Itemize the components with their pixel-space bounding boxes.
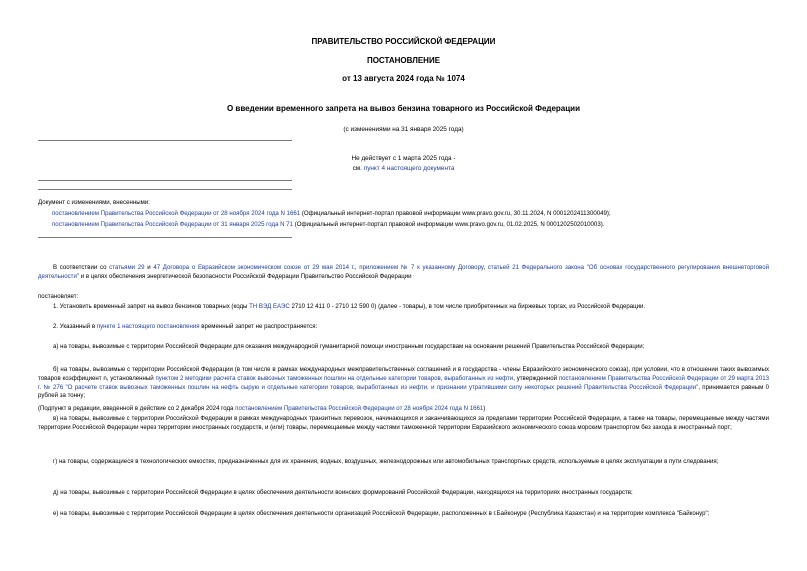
item-1: 1. Установить временный запрет на вывоз бензинов товарных (коды ТН ВЭД ЕАЭС 2710 12 411 0 - 2710 12 590 0) (далее - товары), в том числе приобретенных на биржевых торгах, из Российской Федерации.	[53, 303, 646, 310]
item-b-note: (Подпункт в редакции, введенной в действие со 2 декабря 2024 года постановлением Правительства Российской Федерации от 28 ноября 2024 года N 1661)	[38, 405, 486, 412]
document-date: от 13 августа 2024 года № 1074	[342, 74, 465, 83]
status-reference: см. пункт 4 настоящего документа	[352, 165, 455, 172]
item-d: д) на товары, вывозимые с территории Российской Федерации в целях обеспечения деятельности воинских формирований Российской Федерации, находящихся на территориях иностранных государств;	[53, 489, 633, 496]
change-item: постановлением Правительства Российской Федерации от 28 ноября 2024 года N 1661 (Официальный интернет-портал правовой информации www.pravo.gov.ru, 30.11.2024, N 0001202411300049);	[52, 210, 611, 217]
separator-line	[38, 140, 292, 141]
change-link[interactable]: постановлением Правительства Российской Федерации от 28 ноября 2024 года N 1661	[52, 210, 301, 217]
resolution-1661-link[interactable]: постановлением Правительства Российской Федерации от 28 ноября 2024 года N 1661	[235, 405, 484, 412]
item-v: в) на товары, вывозимые с территории Российской Федерации в рамках международных транзитных перевозок, начинающихся и заканчивающихся за пределами территории Российской Федерации, а также на товары, перемещаемые между частями территории Российской Федерации через территории иностранных государств, и (или) товары, перемещаемые между частями таможенной территории Евразийского экономического союза морским транспортом без захода в иностранный порт;	[38, 415, 769, 431]
changes-heading: Документ с изменениями, внесенными:	[38, 199, 150, 206]
item-b: б) на товары, вывозимые с территории Российской Федерации (в том числе в рамках международных межправительственных соглашений и в государства - члены Евразийского экономического союза), при условии, что в отношении таких вывозимых товаров коэффициент n, установленный пунктом 2 методики расчета ставок вывозных таможенных пошлин на отдельные категории товаров, выработанных из нефти, утвержденной постановлением Правительства Российской Федерации от 29 марта 2013 г. № 276 "О расчете ставок вывозных таможенных пошлин на нефть сырую и отдельные категории товаров, выработанных из нефти, и признании утратившими силу некоторых решений Правительства Российской Федерации", принимается равным 0 рублей за тонну;	[38, 366, 770, 400]
treaty-link[interactable]: 47 Договора о Евразийском экономическом союзе от 29 мая 2014 г.	[153, 264, 355, 271]
change-item: постановлением Правительства Российской Федерации от 31 января 2025 года N 71 (Официальный интернет-портал правовой информации www.pravo.gov.ru, 01.02.2025, N 0001202502010003).	[52, 221, 605, 228]
separator-line	[38, 180, 292, 181]
annex-link[interactable]: приложением № 7 к указанному Договору	[359, 264, 484, 271]
item-e: е) на товары, вывозимые с территории Российской Федерации в целях обеспечения деятельности организаций Российской Федерации, расположенных в г.Байконуре (Республика Казахстан) и на территории комплекса "Байконур";	[53, 510, 710, 517]
tn-ved-link[interactable]: ТН ВЭД ЕАЭС	[249, 303, 290, 310]
document-type: ПОСТАНОВЛЕНИЕ	[366, 56, 441, 65]
separator-line	[38, 237, 292, 238]
point-4-link[interactable]: пункт 4 настоящего документа	[363, 165, 455, 172]
government-name: ПРАВИТЕЛЬСТВО РОССИЙСКОЙ ФЕДЕРАЦИИ	[311, 37, 496, 46]
preamble: В соответствии со статьями 29 и 47 Договора о Евразийском экономическом союзе от 29 мая 2014 г., приложением № 7 к указанному Договору, статьей 21 Федерального закона "Об основах государственного регулирования внешнеторговой деятельности" и в целях обеспечения энергетической безопасности Российской Федерации Правительство Российской Федерации	[38, 264, 769, 280]
decree-word: постановляет:	[38, 293, 79, 300]
status-line: Не действует с 1 марта 2025 года -	[351, 155, 456, 162]
item-a: а) на товары, вывозимые с территории Российской Федерации для оказания международной гуманитарной помощи иностранным государствам на основании решений Правительства Российской Федерации;	[53, 343, 645, 350]
point-1-link[interactable]: пункте 1 настоящего постановления	[96, 323, 200, 330]
methodology-link[interactable]: пунктом 2 методики расчета ставок вывозных таможенных пошлин на отдельные категории товаров, выработанных из нефти	[155, 374, 514, 382]
document-title: О введении временного запрета на вывоз бензина товарного из Российской Федерации	[226, 104, 581, 113]
amendments-note: (с изменениями на 31 января 2025 года)	[343, 126, 464, 133]
item-2: 2. Указанный в пункте 1 настоящего постановления временный запрет не распространяется:	[53, 323, 318, 330]
change-link[interactable]: постановлением Правительства Российской Федерации от 31 января 2025 года N 71	[52, 221, 294, 228]
separator-line	[38, 189, 292, 190]
federal-law-link[interactable]: статьей 21 Федерального закона "Об основах государственного регулирования внешнеторговой деятельности"	[38, 264, 769, 280]
article-link[interactable]: статьями 29	[109, 264, 145, 271]
resolution-276-link[interactable]: постановлением Правительства Российской Федерации от 29 марта 2013 г. № 276 "О расчете ставок вывозных таможенных пошлин на нефть сырую и отдельные категории товаров, выработанных из нефти, и признании утратившими силу некоторых решений Правительства Российской Федерации"	[38, 374, 769, 391]
item-g: г) на товары, содержащиеся в технологических емкостях, предназначенных для их хранения, водных, воздушных, железнодорожных или автомобильных транспортных средств, используемые в целях эксплуатации в пути следования;	[53, 458, 719, 465]
